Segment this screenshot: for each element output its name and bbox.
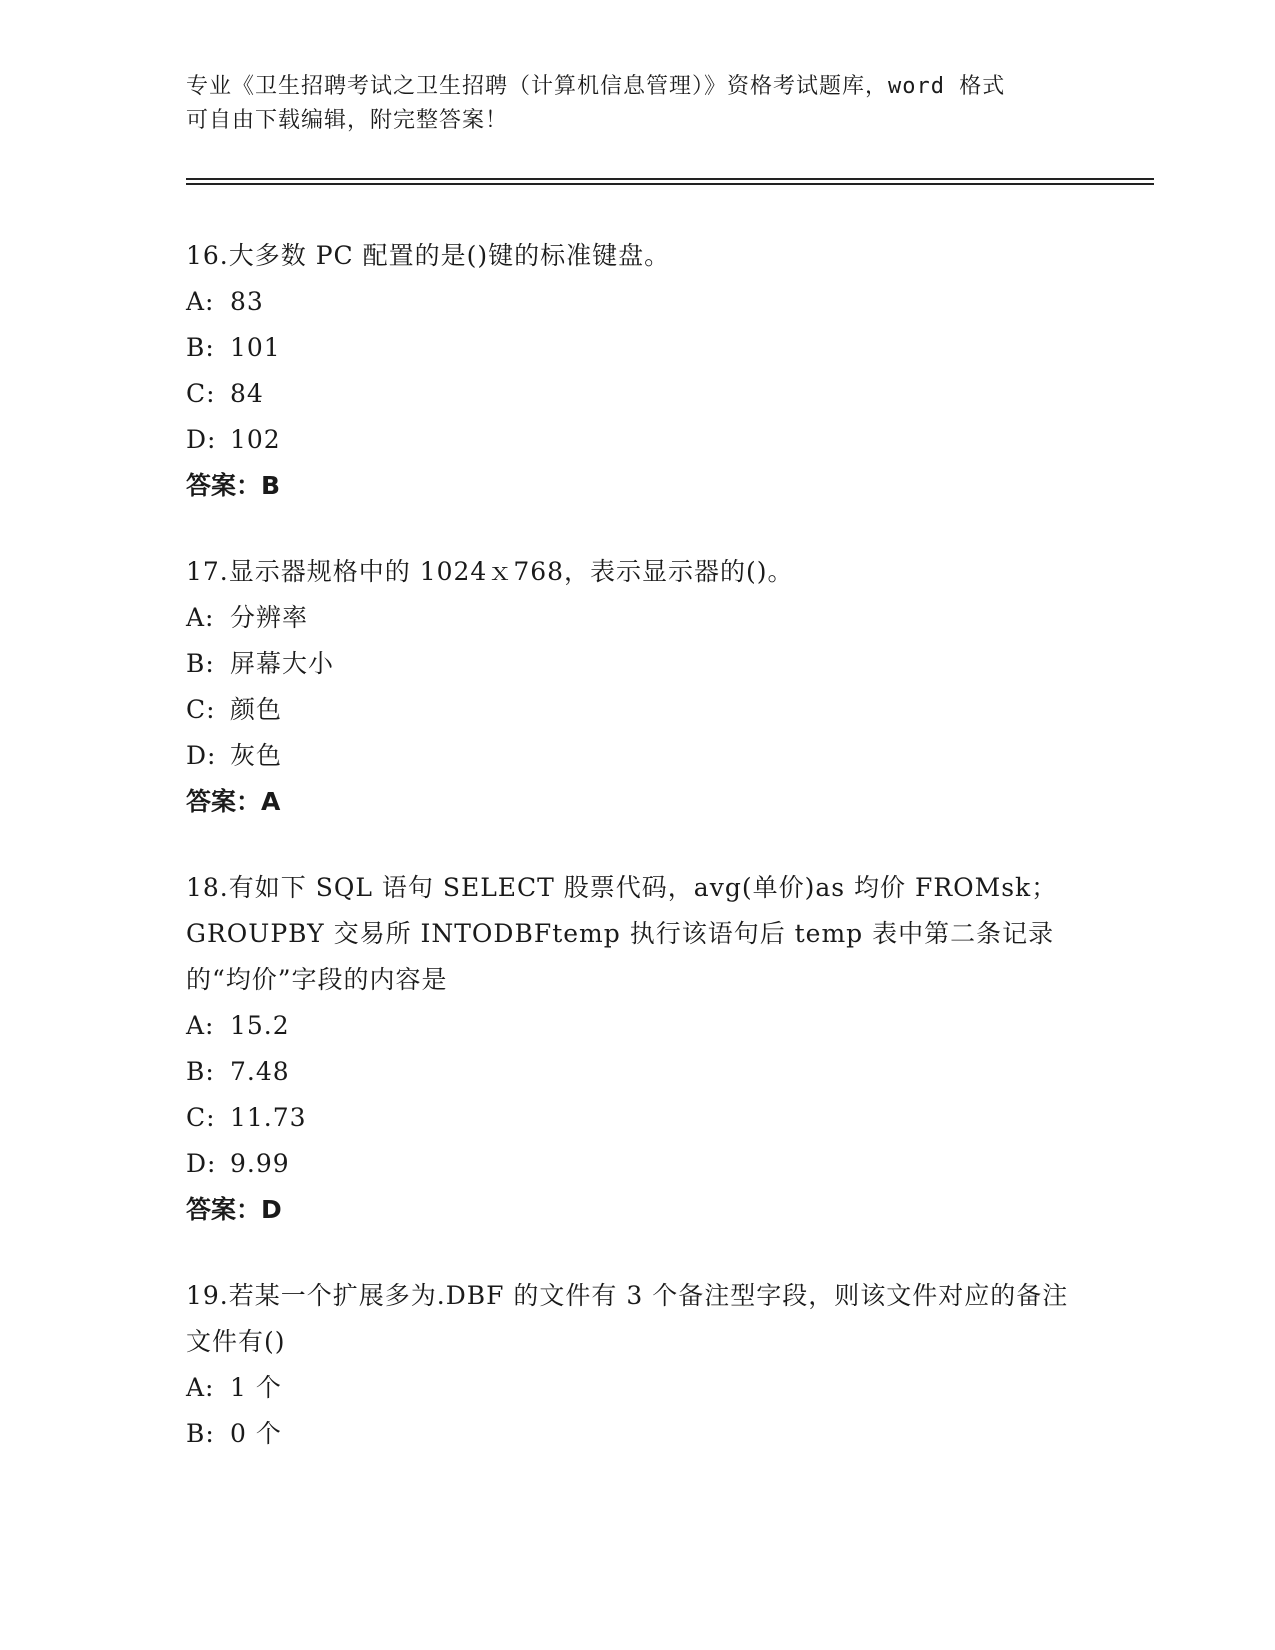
option-d: D: 9.99 [186, 1149, 290, 1178]
question-text: 17.显示器规格中的 1024ｘ768，表示显示器的()。 [186, 557, 794, 586]
question-text: 19.若某一个扩展多为.DBF 的文件有 3 个备注型字段，则该文件对应的备注文件有() [186, 1281, 1069, 1356]
option-c: C: 11.73 [186, 1103, 307, 1132]
document-header [186, 70, 1086, 138]
question-text: 16.大多数 PC 配置的是()键的标准键盘。 [186, 241, 671, 270]
option-d: D: 灰色 [186, 741, 283, 770]
option-a: A: 83 [186, 287, 264, 316]
option-b: B: 0 个 [186, 1419, 282, 1448]
header-divider-bottom [186, 183, 1154, 185]
header-line-1: 专业《卫生招聘考试之卫生招聘（计算机信息管理）》资格考试题库，word 格式 [186, 74, 1006, 99]
question-19 [186, 1273, 1086, 1457]
question-text: 18.有如下 SQL 语句 SELECT 股票代码，avg(单价)as 均价 FROMsk；GROUPBY 交易所 INTODBFtemp 执行该语句后 temp 表中第二条记录的“均价”字段的内容是 [186, 873, 1058, 994]
answer: 答案：A [186, 787, 281, 816]
answer: 答案：B [186, 471, 281, 500]
option-b: B: 屏幕大小 [186, 649, 335, 678]
answer: 答案：D [186, 1195, 282, 1224]
option-a: A: 分辨率 [186, 603, 309, 632]
option-c: C: 颜色 [186, 695, 283, 724]
question-list [186, 233, 1086, 1497]
option-c: C: 84 [186, 379, 264, 408]
header-divider-top [186, 178, 1154, 180]
option-a: A: 15.2 [186, 1011, 290, 1040]
header-line-2: 可自由下载编辑，附完整答案！ [186, 108, 509, 133]
option-b: B: 7.48 [186, 1057, 290, 1086]
question-18 [186, 865, 1086, 1233]
question-17 [186, 549, 1086, 825]
option-b: B: 101 [186, 333, 281, 362]
question-16 [186, 233, 1086, 509]
option-a: A: 1 个 [186, 1373, 282, 1402]
option-d: D: 102 [186, 425, 281, 454]
